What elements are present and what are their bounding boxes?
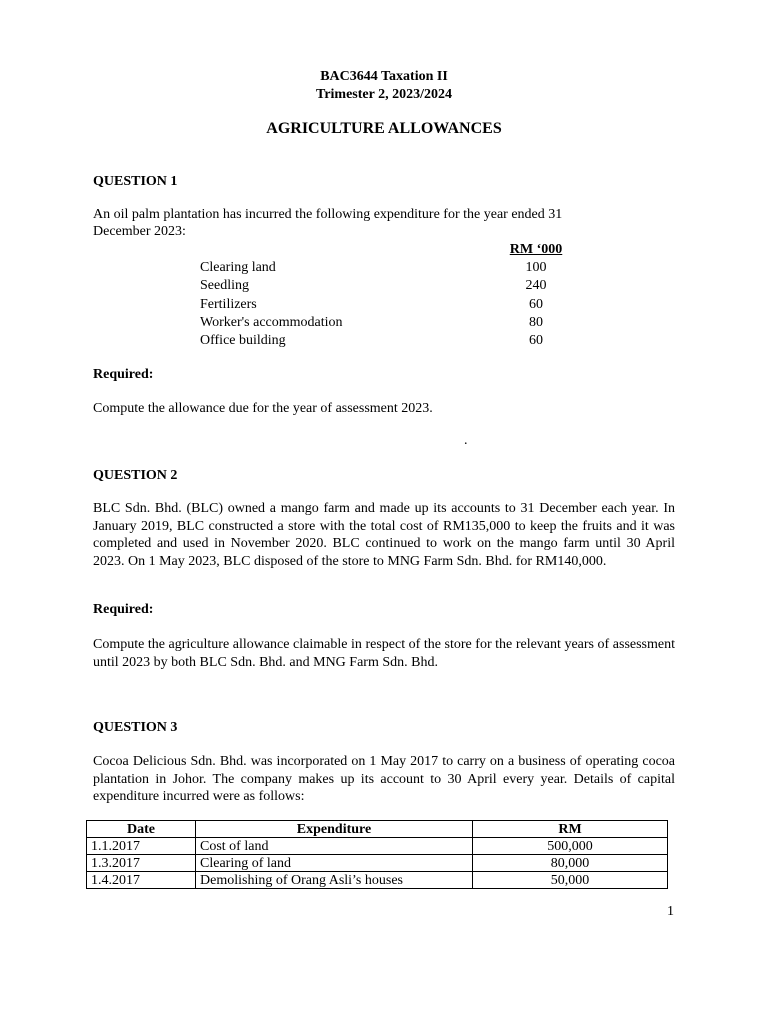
cell-rm: 80,000 — [473, 855, 668, 872]
expenditure-label: Office building — [200, 333, 286, 348]
question-1-intro-line1: An oil palm plantation has incurred the following expenditure for the year ended 31 — [93, 207, 563, 222]
table-row — [87, 872, 668, 889]
cell-rm: 500,000 — [473, 838, 668, 855]
stray-dot: . — [464, 433, 468, 448]
question-2-body: BLC Sdn. Bhd. (BLC) owned a mango farm and made up its accounts to 31 December each year. In January 2019, BLC constructed a store with the total cost of RM135,000 to keep the fruits and it was completed and used in November 2020. BLC continued to work on the mango farm until 30 April 2023. On 1 May 2023, BLC disposed of the store to MNG Farm Sdn. Bhd. for RM140,000. — [93, 501, 675, 569]
expenditure-value: 80 — [529, 315, 543, 330]
cell-date: 1.3.2017 — [87, 855, 196, 872]
expenditure-value: 60 — [529, 297, 543, 312]
capital-expenditure-table — [86, 820, 668, 889]
question-2-heading: QUESTION 2 — [93, 468, 178, 483]
table-row — [87, 838, 668, 855]
course-code: BAC3644 Taxation II — [320, 69, 448, 84]
expenditure-label: Worker's accommodation — [200, 315, 343, 330]
page-title: AGRICULTURE ALLOWANCES — [266, 120, 502, 137]
cell-expenditure: Clearing of land — [196, 855, 473, 872]
expenditure-label: Fertilizers — [200, 297, 257, 312]
question-1-task: Compute the allowance due for the year of assessment 2023. — [93, 401, 433, 416]
question-3-heading: QUESTION 3 — [93, 720, 178, 735]
cell-rm: 50,000 — [473, 872, 668, 889]
column-header-expenditure: Expenditure — [196, 821, 473, 838]
question-1-intro-line2: December 2023: — [93, 224, 186, 239]
trimester: Trimester 2, 2023/2024 — [316, 87, 452, 102]
question-2-required: Required: — [93, 602, 154, 617]
page-number: 1 — [667, 904, 674, 919]
question-3-body: Cocoa Delicious Sdn. Bhd. was incorporated on 1 May 2017 to carry on a business of operating cocoa plantation in Johor. The company makes up its account to 30 April every year. Details of capital expenditure incurred were as follows: — [93, 754, 675, 804]
cell-date: 1.4.2017 — [87, 872, 196, 889]
table-header-row — [87, 821, 668, 838]
rm-column-header: RM ‘000 — [509, 242, 563, 257]
question-1-required: Required: — [93, 367, 154, 382]
cell-date: 1.1.2017 — [87, 838, 196, 855]
column-header-date: Date — [87, 821, 196, 838]
question-2-task: Compute the agriculture allowance claimable in respect of the store for the relevant years of assessment until 2023 by both BLC Sdn. Bhd. and MNG Farm Sdn. Bhd. — [93, 637, 675, 670]
expenditure-label: Seedling — [200, 278, 249, 293]
question-1-heading: QUESTION 1 — [93, 174, 178, 189]
cell-expenditure: Demolishing of Orang Asli’s houses — [196, 872, 473, 889]
expenditure-value: 60 — [529, 333, 543, 348]
column-header-rm: RM — [473, 821, 668, 838]
cell-expenditure: Cost of land — [196, 838, 473, 855]
expenditure-value: 100 — [525, 260, 547, 275]
table-row — [87, 855, 668, 872]
expenditure-label: Clearing land — [200, 260, 276, 275]
expenditure-value: 240 — [525, 278, 547, 293]
